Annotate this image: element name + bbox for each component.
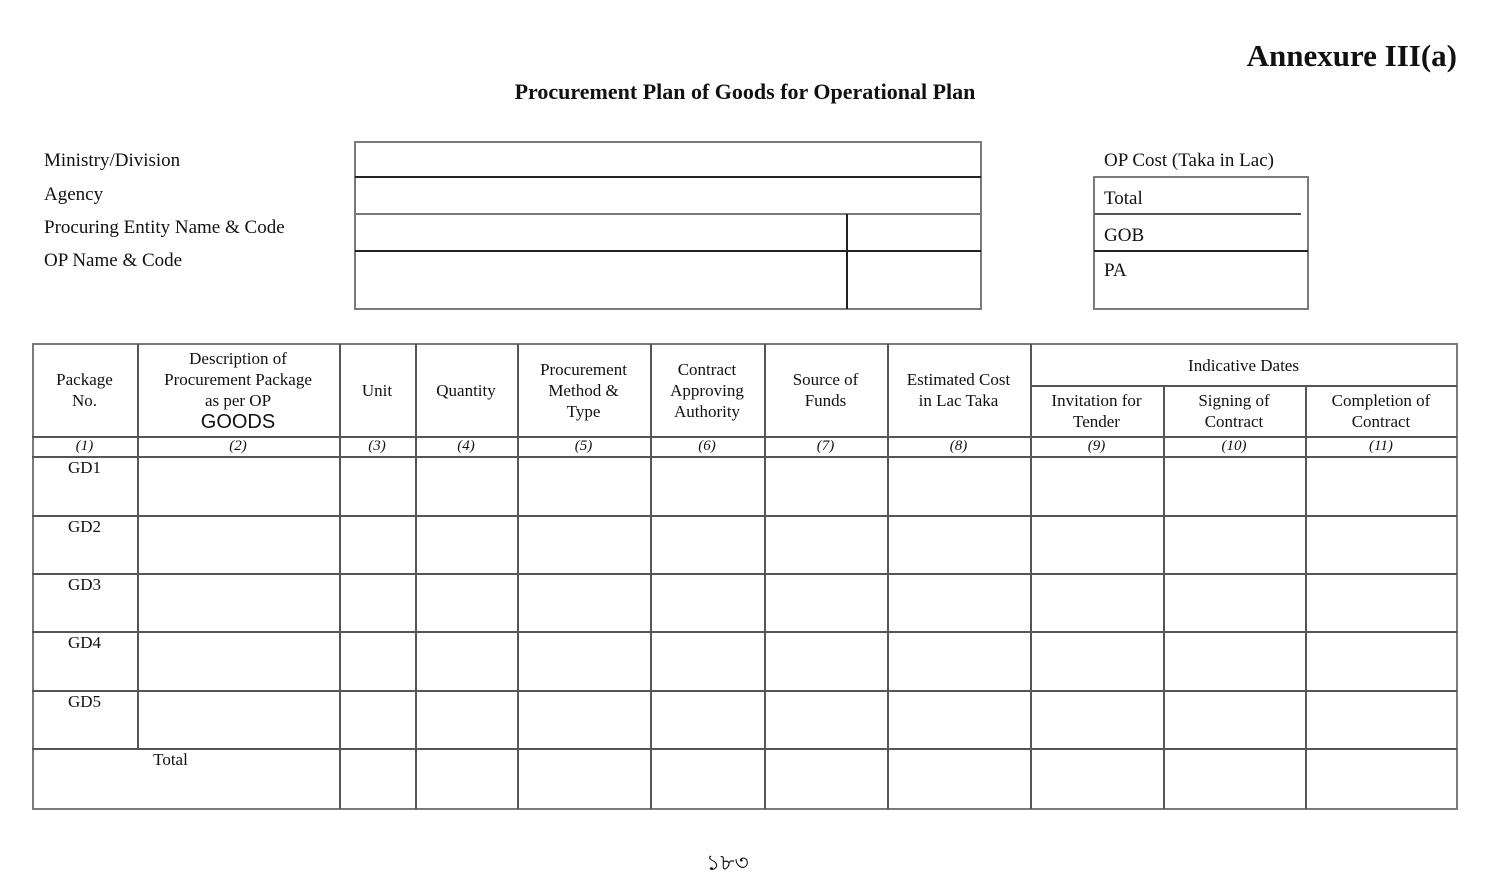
table-cell[interactable]	[889, 692, 1029, 747]
total-cell[interactable]	[1165, 750, 1304, 808]
op-cost-label: OP Cost (Taka in Lac)	[1104, 150, 1274, 171]
table-cell[interactable]	[1307, 458, 1456, 514]
divider	[355, 176, 981, 178]
table-cell[interactable]	[341, 692, 414, 747]
agency-label: Agency	[44, 184, 104, 205]
table-cell[interactable]	[417, 633, 516, 689]
column-header: Description of Procurement Package as per OP	[164, 349, 312, 410]
column-number: (1)	[75, 438, 94, 454]
table-cell[interactable]	[1165, 575, 1304, 630]
divider	[846, 214, 848, 309]
op-name-label: OP Name & Code	[44, 250, 183, 271]
divider	[1094, 250, 1308, 252]
table-cell[interactable]	[766, 633, 886, 689]
total-cell[interactable]	[652, 750, 763, 808]
agency-field[interactable]	[356, 178, 980, 213]
table-cell[interactable]	[341, 575, 414, 630]
table-cell[interactable]	[519, 575, 649, 630]
total-cell[interactable]	[889, 750, 1029, 808]
total-cell[interactable]	[766, 750, 886, 808]
divider	[1094, 213, 1301, 215]
column-number: (9)	[1087, 438, 1106, 454]
table-cell[interactable]	[889, 458, 1029, 514]
table-cell[interactable]	[652, 517, 763, 572]
table-cell[interactable]	[341, 633, 414, 689]
table-cell[interactable]	[1032, 692, 1162, 747]
table-cell[interactable]	[652, 692, 763, 747]
table-cell[interactable]	[139, 633, 338, 689]
procuring-entity-code-field[interactable]	[848, 215, 980, 250]
table-cell[interactable]	[766, 458, 886, 514]
table-cell[interactable]	[889, 575, 1029, 630]
table-cell[interactable]	[766, 575, 886, 630]
page-number: ১৮৩	[706, 851, 749, 876]
indicative-dates-header: Indicative Dates	[1188, 356, 1299, 375]
column-header: Signing of Contract	[1198, 390, 1270, 431]
column-header: Source of Funds	[792, 370, 859, 410]
table-cell[interactable]	[1032, 575, 1162, 630]
ministry-field[interactable]	[356, 143, 980, 176]
row-divider	[1030, 385, 1457, 387]
procuring-entity-label: Procuring Entity Name & Code	[44, 217, 285, 238]
column-header: Contract Approving Authority	[670, 359, 744, 421]
table-cell[interactable]	[139, 458, 338, 514]
total-cell[interactable]	[341, 750, 414, 808]
column-number: (10)	[1221, 438, 1247, 454]
column-header: Completion of Contract	[1331, 390, 1431, 431]
column-number: (4)	[457, 438, 475, 454]
table-cell[interactable]	[1032, 458, 1162, 514]
op-cost-gob-label: GOB	[1104, 225, 1145, 246]
table-cell[interactable]	[1307, 633, 1456, 689]
table-cell[interactable]	[341, 458, 414, 514]
table-cell[interactable]	[139, 517, 338, 572]
table-cell[interactable]	[519, 633, 649, 689]
package-number: GD3	[67, 575, 102, 594]
op-code-field[interactable]	[848, 252, 980, 308]
table-cell[interactable]	[1032, 633, 1162, 689]
package-number: GD5	[67, 692, 102, 711]
table-cell[interactable]	[1307, 517, 1456, 572]
table-cell[interactable]	[417, 575, 516, 630]
table-cell[interactable]	[1165, 692, 1304, 747]
goods-label: GOODS	[200, 411, 276, 433]
annexure-label: Annexure III(a)	[1246, 38, 1457, 73]
table-cell[interactable]	[652, 633, 763, 689]
total-cell[interactable]	[1032, 750, 1162, 808]
op-name-field[interactable]	[356, 252, 845, 308]
table-cell[interactable]	[652, 575, 763, 630]
table-cell[interactable]	[519, 517, 649, 572]
package-number: GD4	[67, 633, 102, 652]
column-number: (6)	[698, 438, 716, 454]
column-number: (8)	[949, 438, 968, 454]
table-cell[interactable]	[139, 575, 338, 630]
column-header: Package No.	[56, 370, 113, 410]
column-number: (2)	[229, 438, 247, 454]
package-number: GD2	[67, 517, 102, 536]
column-number: (3)	[368, 438, 386, 454]
column-header: Procurement Method & Type	[540, 359, 627, 421]
table-cell[interactable]	[889, 633, 1029, 689]
table-cell[interactable]	[139, 692, 338, 747]
table-cell[interactable]	[417, 692, 516, 747]
procuring-entity-name-field[interactable]	[356, 215, 845, 250]
op-cost-total-label: Total	[1104, 188, 1143, 209]
table-cell[interactable]	[1165, 458, 1304, 514]
table-cell[interactable]	[417, 517, 516, 572]
column-number: (5)	[574, 438, 593, 454]
column-header: Quantity	[436, 380, 496, 400]
total-cell[interactable]	[417, 750, 516, 808]
divider	[355, 250, 981, 252]
divider	[355, 213, 981, 215]
table-cell[interactable]	[1032, 517, 1162, 572]
column-header: Unit	[361, 380, 393, 400]
table-cell[interactable]	[1307, 575, 1456, 630]
table-cell[interactable]	[652, 458, 763, 514]
table-cell[interactable]	[1307, 692, 1456, 747]
table-cell[interactable]	[341, 517, 414, 572]
column-number: (7)	[816, 438, 835, 454]
ministry-label: Ministry/Division	[44, 150, 181, 171]
table-cell[interactable]	[766, 517, 886, 572]
table-cell[interactable]	[1165, 633, 1304, 689]
total-label: Total	[153, 750, 188, 769]
column-number: (11)	[1369, 438, 1393, 454]
table-cell[interactable]	[519, 458, 649, 514]
total-cell[interactable]	[1307, 750, 1456, 808]
table-cell[interactable]	[519, 692, 649, 747]
column-header: Estimated Cost in Lac Taka	[906, 370, 1011, 410]
column-header: Invitation for Tender	[1051, 390, 1142, 431]
table-cell[interactable]	[766, 692, 886, 747]
table-cell[interactable]	[1165, 517, 1304, 572]
page-title: Procurement Plan of Goods for Operational Plan	[514, 79, 976, 104]
package-number: GD1	[67, 458, 102, 477]
op-cost-pa-label: PA	[1104, 260, 1127, 281]
total-cell[interactable]	[519, 750, 649, 808]
table-cell[interactable]	[417, 458, 516, 514]
table-cell[interactable]	[889, 517, 1029, 572]
